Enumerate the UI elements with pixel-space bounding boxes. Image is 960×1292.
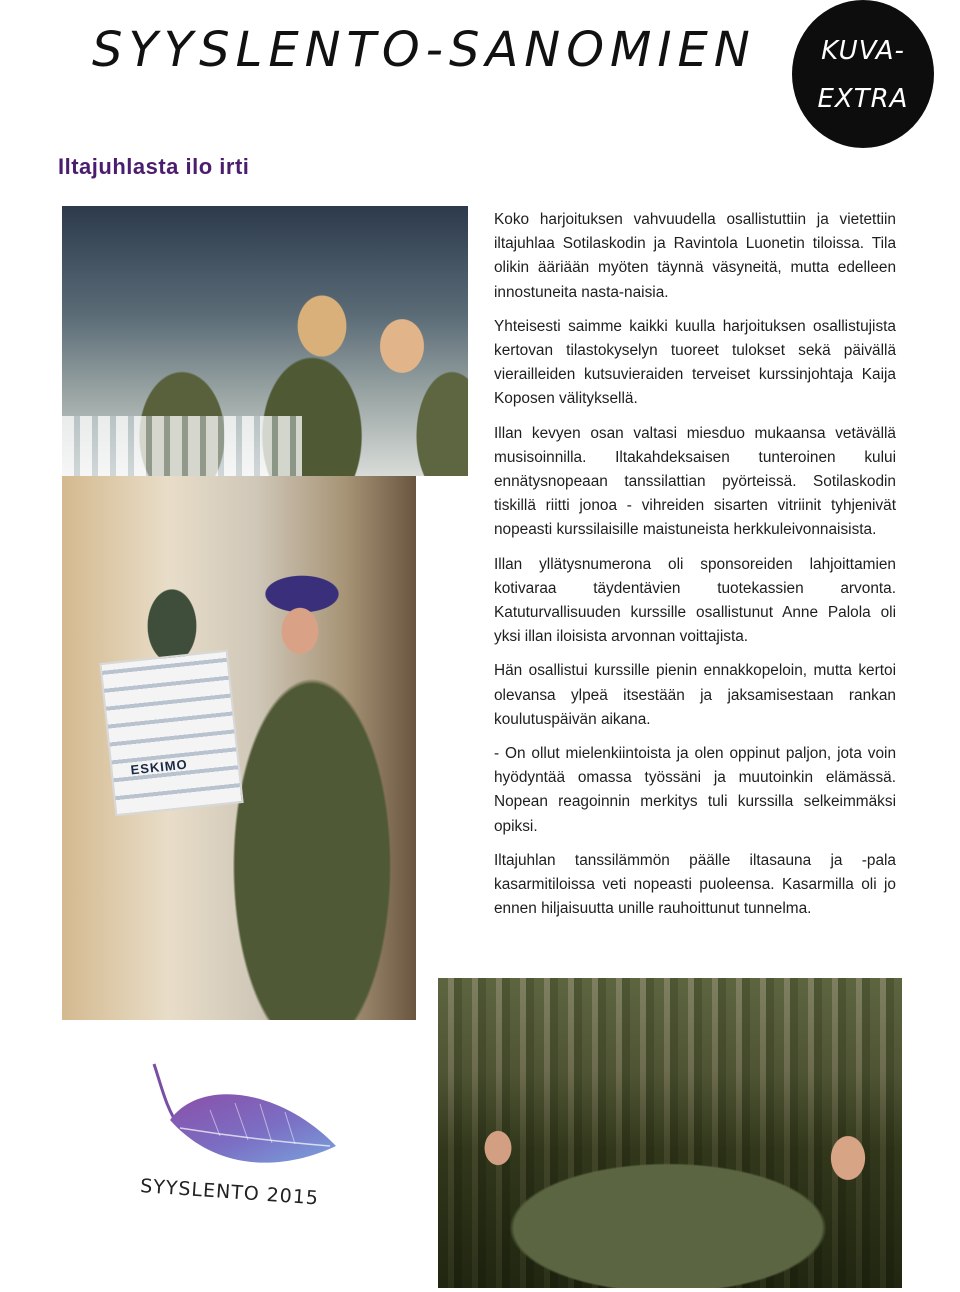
photo-cafe-queue: [62, 206, 468, 476]
paragraph: - On ollut mielenkiintoista ja olen oppinut paljon, jota voin hyödyntää omassa työssäni ja muutoinkin elämässä. Nopean reagoinnin merkitys tuli kurssilla selkeimmäksi opiksi.: [494, 745, 896, 835]
paragraph: Yhteisesti saimme kaikki kuulla harjoituksen osallistujista kertovan tilastokyselyn tuoreet tulokset sekä päivällä vierailleiden kutsuvieraiden terveiset kurssinjohtaja Kaija Koposen välityksellä.: [494, 317, 896, 408]
syyslento-logo: [140, 1058, 340, 1228]
photo-prize-winner: [62, 476, 416, 1020]
paragraph: Iltajuhlan tanssilämmön päälle iltasauna ja -pala kasarmitiloissa veti nopeasti puoleensa. Kasarmilla oli jo ennen hiljaisuutta unille rauhoittunut tunnelma.: [494, 851, 896, 918]
paragraph: Hän osallistui kurssille pienin ennakkopeloin, mutta kertoi olevansa ylpeä itsestään ja jaksamisestaan rankan koulutuspäivän aikana.: [494, 662, 896, 728]
article-body: [494, 208, 896, 931]
paragraph: Illan yllätysnumerona oli sponsoreiden lahjoittamien kotivaraa täydentävien tuotekassien arvonta. Katuturvallisuuden kurssille osallistunut Anne Palola oli yksi illan iloisista arvonnan voittajista.: [494, 555, 896, 646]
photo-banquet-hall: [438, 978, 902, 1288]
badge-line-1: KUVA-: [821, 36, 905, 66]
logo-text: SYYSLENTO 2015: [139, 1175, 320, 1210]
badge-line-2: EXTRA: [817, 84, 909, 114]
article-headline: Iltajuhlasta ilo irti: [58, 154, 250, 179]
prize-bag: [99, 650, 243, 817]
masthead-title: SYYSLENTO-SANOMIEN: [92, 22, 756, 78]
paragraph: Koko harjoituksen vahvuudella osallistuttiin ja vietettiin iltajuhlaa Sotilaskodin ja Ravintola Luonetin tiloissa. Tila olikin ääriään myöten täynnä väsyneitä, mutta edelleen innostuneita nasta-naisia.: [494, 211, 896, 301]
glasses-shelf: [62, 416, 302, 476]
kuva-extra-badge: [792, 0, 934, 148]
paragraph: Illan kevyen osan valtasi miesduo mukaansa vetävällä musisoinnilla. Iltakahdeksaisen tunteroinen kului ennätysnopeaan tanssilattian pyörteissä. Sotilaskodin tiskillä riitti jonoa - vihreiden sisarten vitriinit tyhjenivät nopeasti kurssilaisille maistuneista herkkuleivonnaisista.: [494, 424, 896, 539]
bag-brand-label: ESKIMO: [129, 756, 189, 778]
